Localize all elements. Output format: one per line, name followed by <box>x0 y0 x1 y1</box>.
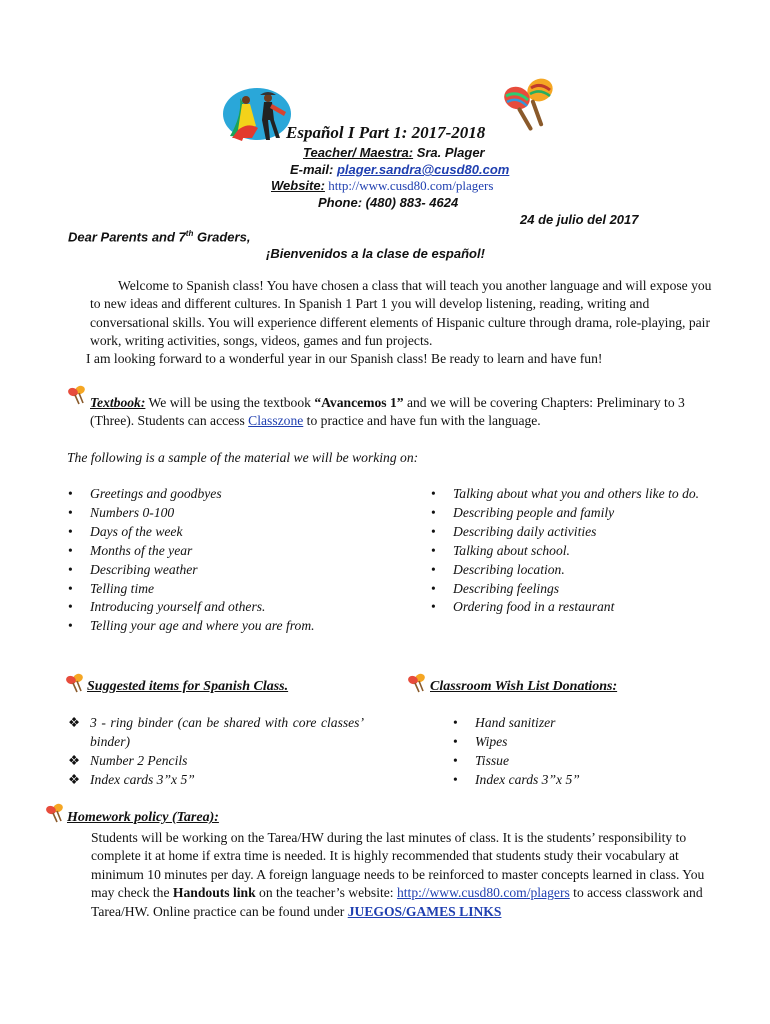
games-links[interactable]: JUEGOS/GAMES LINKS <box>347 903 502 919</box>
diamond-bullet-icon: ❖ <box>68 752 81 768</box>
bullet: • <box>68 618 73 634</box>
list-item: • Describing feelings <box>429 580 719 599</box>
website-label: Website: <box>271 178 325 193</box>
suggested-title: Suggested items for Spanish Class. <box>87 679 289 694</box>
list-item: • Hand sanitizer <box>451 714 711 733</box>
bullet: • <box>453 771 458 787</box>
list-item: • Describing daily activities <box>429 523 719 542</box>
sample-list-left <box>66 485 386 636</box>
diamond-bullet-icon: ❖ <box>68 715 81 730</box>
homework-title: Homework policy (Tarea): <box>67 810 219 825</box>
email-link[interactable]: plager.sandra@cusd80.com <box>336 162 510 177</box>
salutation-pre: Dear Parents and 7 <box>68 229 186 245</box>
textbook-text-a: We will be using the textbook <box>145 395 315 410</box>
bullet: • <box>453 715 458 730</box>
maraca-icon <box>44 801 66 823</box>
bullet: • <box>431 580 436 596</box>
textbook-paragraph <box>90 394 730 431</box>
wishlist-title: Classroom Wish List Donations: <box>430 679 618 694</box>
bullet: • <box>68 580 73 596</box>
bullet: • <box>68 523 73 539</box>
list-item: • Tissue <box>451 752 711 771</box>
email-label: E-mail: <box>290 162 337 177</box>
homework-text-a: Students will be working on the Tarea/HW during the last minutes of class. It is the students’ responsibility to complete it at home if extra time is needed. It is highly recommended that students study their vocabulary at minimum 10 minutes per day. A foreign language needs to be reinforced to master concepts learned in class. You may check the <box>91 830 705 901</box>
homework-paragraph <box>91 829 727 921</box>
maraca-icon <box>66 383 88 405</box>
maraca-icon <box>64 671 86 693</box>
teacher-line <box>303 145 485 160</box>
textbook-text-b: and we will be covering Chapters: Preliminary to 3 (Three). Students can access <box>90 395 685 429</box>
salutation-post: Graders, <box>193 229 251 245</box>
diamond-bullet-icon: ❖ <box>68 771 81 787</box>
bullet: • <box>431 561 436 577</box>
document-title: Español I Part 1: 2017-2018 <box>286 123 486 142</box>
homework-text-b: on the teacher’s website: <box>255 885 397 901</box>
email-line <box>290 162 509 177</box>
list-item: • Ordering food in a restaurant <box>429 598 719 617</box>
letter-date: 24 de julio del 2017 <box>520 212 639 227</box>
bullet: • <box>431 523 436 539</box>
homework-text-c: to access classwork and Tarea/HW. Online practice can be found under <box>91 885 703 919</box>
list-item: • Telling your age and where you are from. <box>66 617 386 636</box>
textbook-label: Textbook: <box>90 395 146 410</box>
list-item: • Wipes <box>451 733 711 752</box>
teacher-name: Sra. Plager <box>413 145 485 160</box>
list-item: • Introducing yourself and others. <box>66 598 386 617</box>
bullet: • <box>431 504 436 520</box>
list-item: ❖ Number 2 Pencils <box>66 752 364 771</box>
list-item: • Describing location. <box>429 561 719 580</box>
classzone-link[interactable]: Classzone <box>248 413 304 429</box>
maraca-icon <box>406 671 428 693</box>
bullet: • <box>68 599 73 615</box>
wishlist-list <box>451 714 711 790</box>
bullet: • <box>431 599 436 615</box>
welcome-heading: ¡Bienvenidos a la clase de español! <box>266 246 485 261</box>
list-item: • Telling time <box>66 580 386 599</box>
textbook-text-c: to practice and have fun with the language. <box>303 413 541 429</box>
list-item: • Months of the year <box>66 542 386 561</box>
list-item: • Numbers 0-100 <box>66 504 386 523</box>
intro-closing: I am looking forward to a wonderful year in our Spanish class! Be ready to learn and have fun! <box>86 351 603 366</box>
sample-intro: The following is a sample of the material we will be working on: <box>67 450 419 465</box>
bullet: • <box>68 542 73 558</box>
website-link[interactable]: http://www.cusd80.com/plagers <box>324 178 494 193</box>
bullet: • <box>68 504 73 520</box>
sample-list-right <box>429 485 719 617</box>
salutation <box>68 229 250 244</box>
maracas-clipart <box>497 74 561 134</box>
bullet: • <box>68 561 73 577</box>
list-item: • Talking about what you and others like to do. <box>429 485 719 504</box>
bullet: • <box>453 733 458 749</box>
plagers-url-link[interactable]: http://www.cusd80.com/plagers <box>396 885 570 901</box>
list-item: ❖ Index cards 3”x 5” <box>66 771 364 790</box>
list-item: • Talking about school. <box>429 542 719 561</box>
teacher-label: Teacher/ Maestra: <box>303 145 414 160</box>
textbook-book: “Avancemos 1” <box>314 395 404 410</box>
list-item: ❖ 3 - ring binder (can be shared with core classes’ binder) <box>68 715 364 749</box>
suggested-list <box>66 714 364 790</box>
handouts-link-text: Handouts link <box>172 885 256 901</box>
list-item: • Describing people and family <box>429 504 719 523</box>
intro-paragraph: Welcome to Spanish class! You have chosen a class that will teach you another language and will expose you to new ideas and different cultures. In Spanish 1 Part 1 you will develop listening, reading, writing and conversational skills. You will experience different elements of Hispanic culture through drama, role-playing, pair work, writing activities, songs, videos, games and fun projects. <box>90 278 712 349</box>
list-item: • Index cards 3”x 5” <box>451 771 711 790</box>
phone-line: Phone: (480) 883- 4624 <box>318 195 459 210</box>
bullet: • <box>431 542 436 558</box>
list-item: • Days of the week <box>66 523 386 542</box>
dancers-clipart <box>222 86 292 142</box>
bullet: • <box>453 752 458 768</box>
website-line <box>271 178 493 194</box>
bullet: • <box>68 486 73 501</box>
list-item: • Describing weather <box>66 561 386 580</box>
bullet: • <box>431 486 436 501</box>
list-item: • Greetings and goodbyes <box>66 485 386 504</box>
salutation-sup: th <box>185 229 194 238</box>
